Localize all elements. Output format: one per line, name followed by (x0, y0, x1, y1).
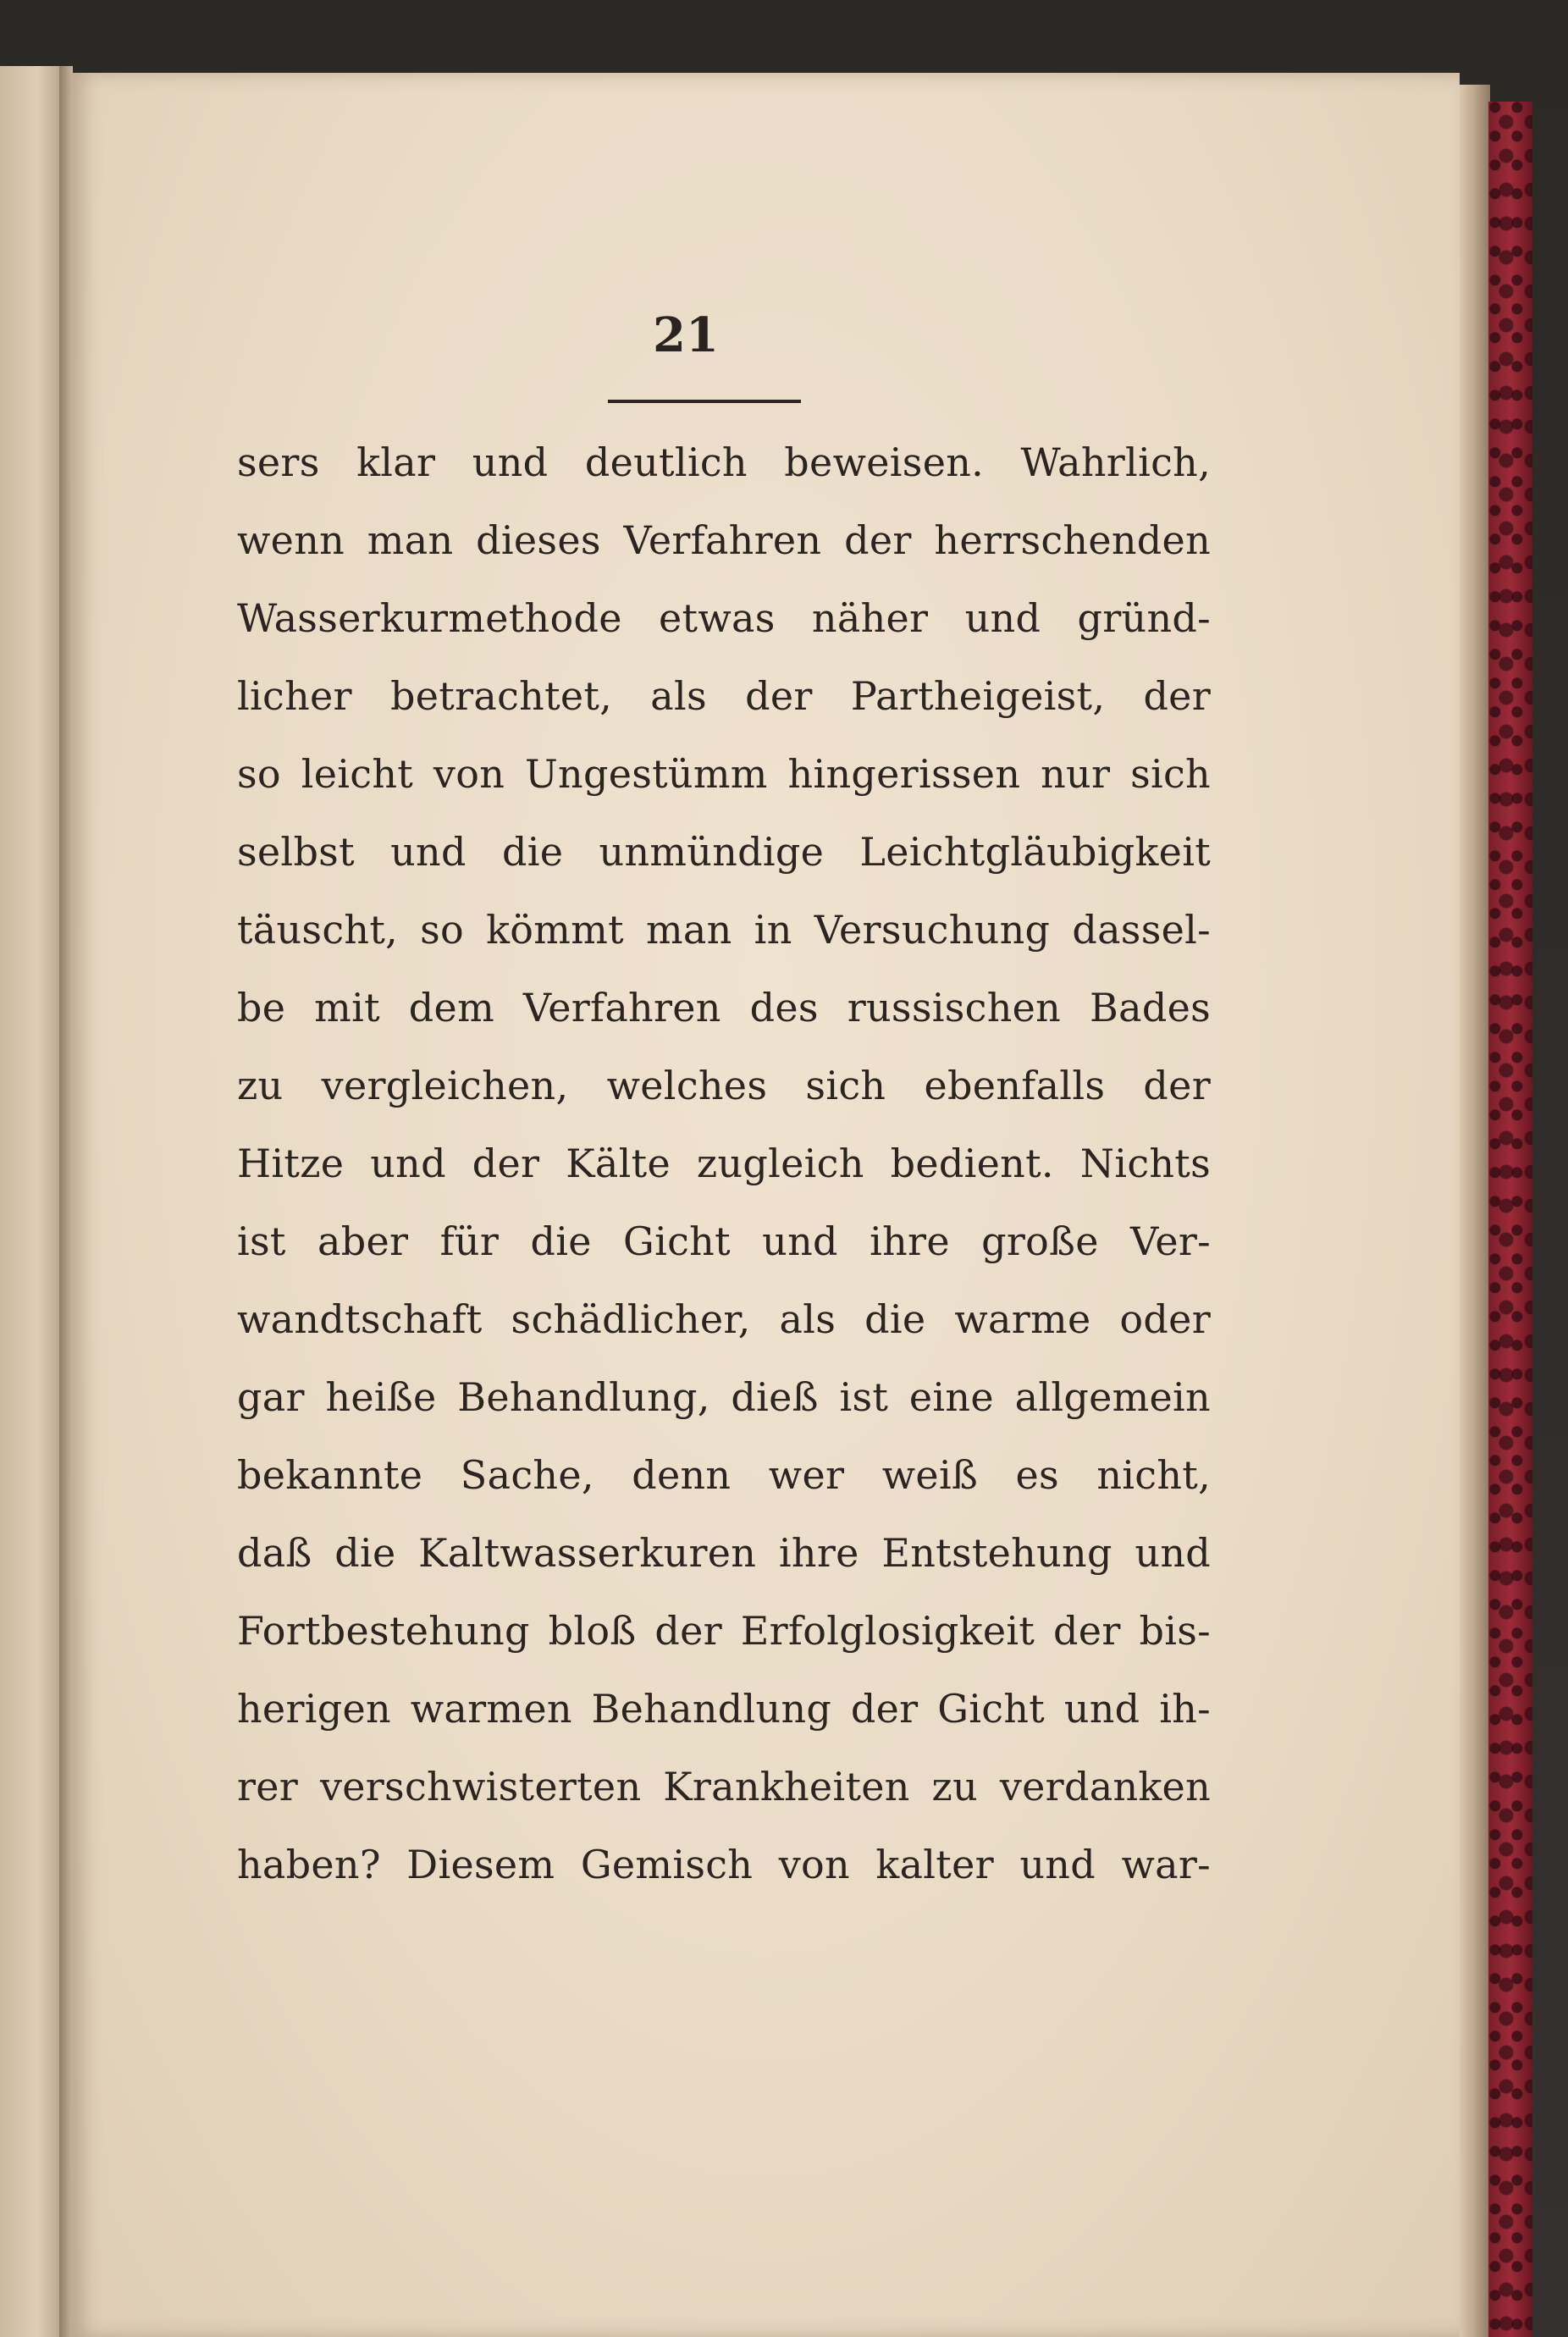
text-line: wenn man dieses Verfahren der herrschenden (237, 517, 1211, 563)
text-line: gar heiße Behandlung, dieß ist eine allgemein (237, 1374, 1211, 1420)
text-line: wandtschaft schädlicher, als die warme oder (237, 1296, 1211, 1342)
text-line: sers klar und deutlich beweisen. Wahrlich, (237, 439, 1211, 485)
text-line: haben? Diesem Gemisch von kalter und war- (237, 1842, 1211, 1887)
text-line: Wasserkurmethode etwas näher und gründ- (237, 595, 1211, 641)
text-line: be mit dem Verfahren des russischen Bades (237, 985, 1211, 1030)
page-block-edge (1460, 85, 1490, 2337)
header-rule (608, 400, 801, 403)
text-line: Fortbestehung bloß der Erfolglosigkeit der bis- (237, 1608, 1211, 1654)
text-line: so leicht von Ungestümm hingerissen nur sich (237, 751, 1211, 797)
facing-page-edge (0, 66, 63, 2337)
text-line: licher betrachtet, als der Partheigeist, der (237, 673, 1211, 719)
text-line: daß die Kaltwasserkuren ihre Entstehung und (237, 1530, 1211, 1576)
text-line: herigen warmen Behandlung der Gicht und ih- (237, 1686, 1211, 1732)
text-line: ist aber für die Gicht und ihre große Ver- (237, 1218, 1211, 1264)
text-line: zu vergleichen, welches sich ebenfalls der (237, 1063, 1211, 1108)
page-number: 21 (653, 307, 719, 363)
text-line: täuscht, so kömmt man in Versuchung dassel- (237, 907, 1211, 953)
text-line: rer verschwisterten Krankheiten zu verdanken (237, 1764, 1211, 1809)
text-line: selbst und die unmündige Leichtgläubigkeit (237, 829, 1211, 875)
body-text (237, 423, 1211, 1903)
marbled-cover-edge (1488, 102, 1532, 2337)
text-line: bekannte Sache, denn wer weiß es nicht, (237, 1452, 1211, 1498)
text-line: Hitze und der Kälte zugleich bedient. Nichts (237, 1141, 1211, 1186)
